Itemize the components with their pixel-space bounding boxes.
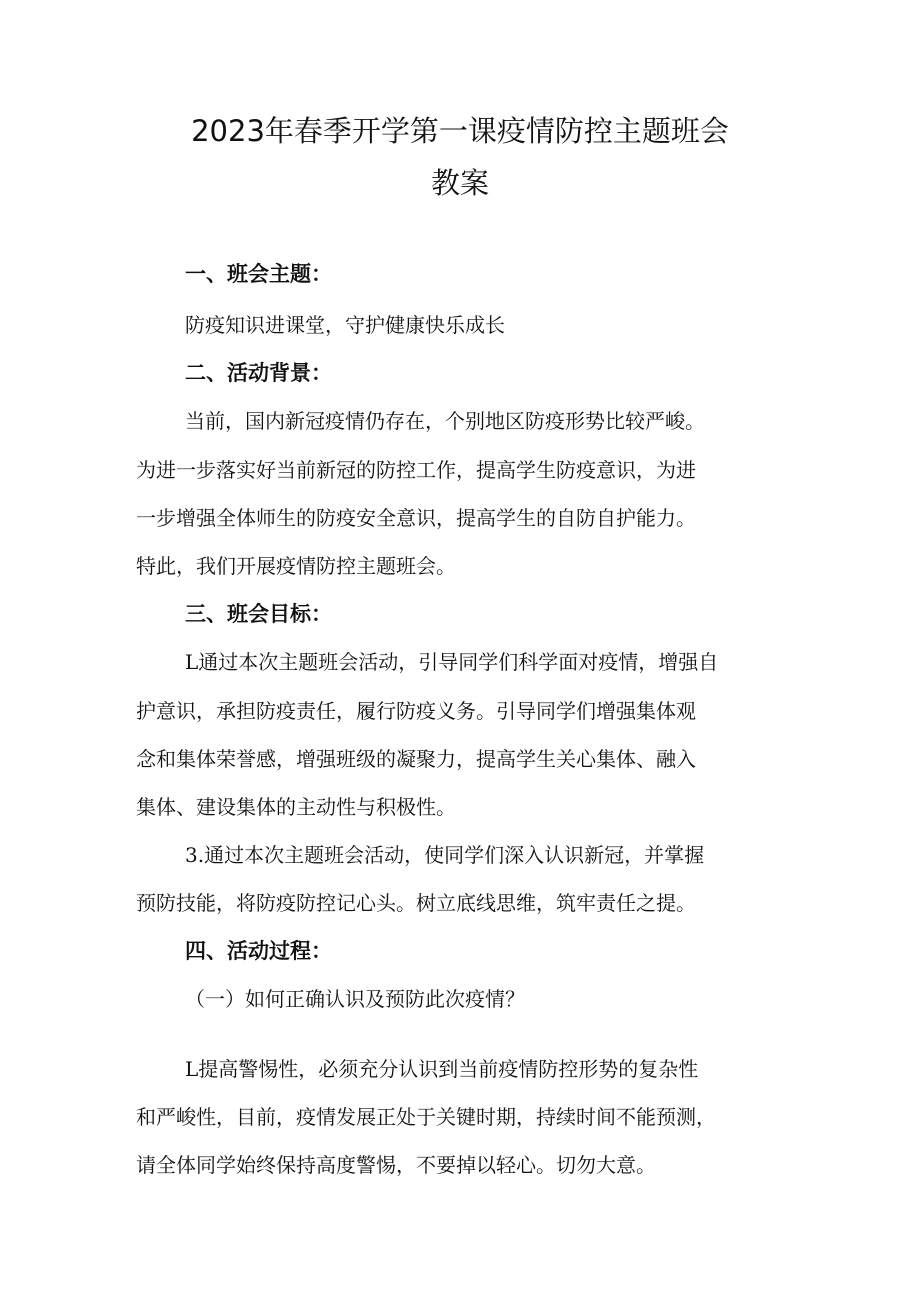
section3-item1-line: L通过本次主题班会活动，引导同学们科学面对疫情，增强自	[185, 650, 719, 674]
section2-line: 一步增强全体师生的防疫安全意识，提高学生的自防自护能力。	[136, 506, 696, 530]
section3-item1-line: 集体、建设集体的主动性与积极性。	[136, 795, 456, 819]
section4-line: 请全体同学始终保持高度警惕，不要掉以轻心。切勿大意。	[136, 1153, 656, 1177]
section2-line: 当前，国内新冠疫情仍存在，个别地区防疫形势比较严峻。	[185, 409, 705, 433]
section4-heading: 四、活动过程：	[185, 939, 332, 963]
section3-item1-line: 念和集体荣誉感，增强班级的凝聚力，提高学生关心集体、融入	[136, 747, 696, 771]
section3-item2-line: 预防技能，将防疫防控记心头。树立底线思维，筑牢责任之提。	[136, 891, 696, 915]
section3-heading: 三、班会目标：	[185, 602, 332, 626]
section1-text: 防疫知识进课堂，守护健康快乐成长	[185, 313, 505, 337]
section2-heading: 二、活动背景：	[185, 361, 332, 385]
section4-subheading: （一）如何正确认识及预防此次疫情？	[185, 987, 525, 1011]
section4-line: L提高警惕性，必须充分认识到当前疫情防控形势的复杂性	[185, 1057, 699, 1081]
document-title-line1: 2023年春季开学第一课疫情防控主题班会	[191, 114, 729, 148]
section4-line: 和严峻性，目前，疫情发展正处于关键时期，持续时间不能预测，	[136, 1105, 716, 1129]
section2-line: 为进一步落实好当前新冠的防控工作，提高学生防疫意识，为进	[136, 458, 696, 482]
document-title-line2: 教案	[430, 166, 489, 200]
section3-item2-line: 3.通过本次主题班会活动，使同学们深入认识新冠，并掌握	[185, 843, 705, 867]
section1-heading: 一、班会主题：	[185, 262, 332, 286]
section2-line: 特此，我们开展疫情防控主题班会。	[136, 554, 456, 578]
section3-item1-line: 护意识，承担防疫责任，履行防疫义务。引导同学们增强集体观	[136, 699, 696, 723]
